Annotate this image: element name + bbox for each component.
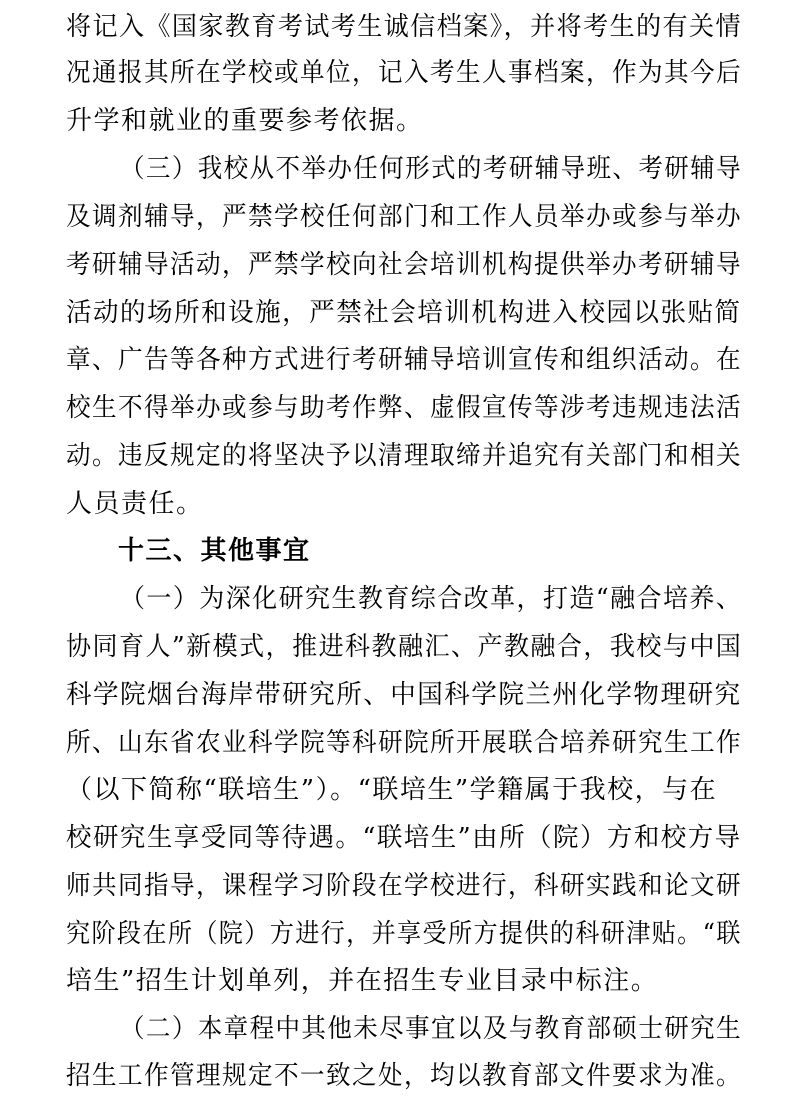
text-line-6: 考研辅导活动，严禁学校向社会培训机构提供举办考研辅导: [66, 250, 743, 280]
text-line-7: 活动的场所和设施，严禁社会培训机构进入校园以张贴简: [66, 298, 742, 328]
paragraph-1-first-line: （一）为深化研究生教育综合改革，打造“融合培养、: [120, 584, 743, 614]
text-line-21: 培生”招生计划单列，并在招生专业目录中标注。: [66, 966, 659, 996]
paragraph-2-first-line: （二）本章程中其他未尽事宜以及与教育部硕士研究生: [120, 1014, 743, 1044]
text-line-14: 协同育人”新模式，推进科教融汇、产教融合，我校与中国: [66, 632, 743, 662]
text-line-8: 章、广告等各种方式进行考研辅导培训宣传和组织活动。在: [66, 345, 743, 375]
section-heading-13: 十三、其他事宜: [118, 536, 311, 566]
text-line-10: 动。违反规定的将坚决予以清理取缔并追究有关部门和相关: [66, 441, 743, 471]
text-line-19: 师共同指导，课程学习阶段在学校进行，科研实践和论文研: [66, 871, 743, 901]
text-line-16: 所、山东省农业科学院等科研院所开展联合培养研究生工作: [66, 728, 743, 758]
paragraph-3-first-line: （三）我校从不举办任何形式的考研辅导班、考研辅导: [120, 154, 743, 184]
text-line-15: 科学院烟台海岸带研究所、中国科学院兰州化学物理研究: [66, 680, 742, 710]
text-line-1: 将记入《国家教育考试考生诚信档案》，并将考生的有关情: [66, 12, 743, 42]
text-line-23: 招生工作管理规定不一致之处，均以教育部文件要求为准。: [66, 1061, 743, 1091]
text-line-11: 人员责任。: [66, 489, 204, 519]
text-line-2: 况通报其所在学校或单位，记入考生人事档案，作为其今后: [66, 58, 743, 88]
text-line-5: 及调剂辅导，严禁学校任何部门和工作人员举办或参与举办: [66, 202, 743, 232]
text-line-3: 升学和就业的重要参考依据。: [66, 106, 424, 136]
text-line-17: （以下简称“联培生”）。“联培生”学籍属于我校，与在: [66, 775, 718, 805]
text-line-20: 究阶段在所（院）方进行，并享受所方提供的科研津贴。“联: [66, 919, 742, 949]
text-line-18: 校研究生享受同等待遇。“联培生”由所（院）方和校方导: [66, 823, 742, 853]
text-line-9: 校生不得举办或参与助考作弊、虚假宣传等涉考违规违法活: [66, 393, 743, 423]
